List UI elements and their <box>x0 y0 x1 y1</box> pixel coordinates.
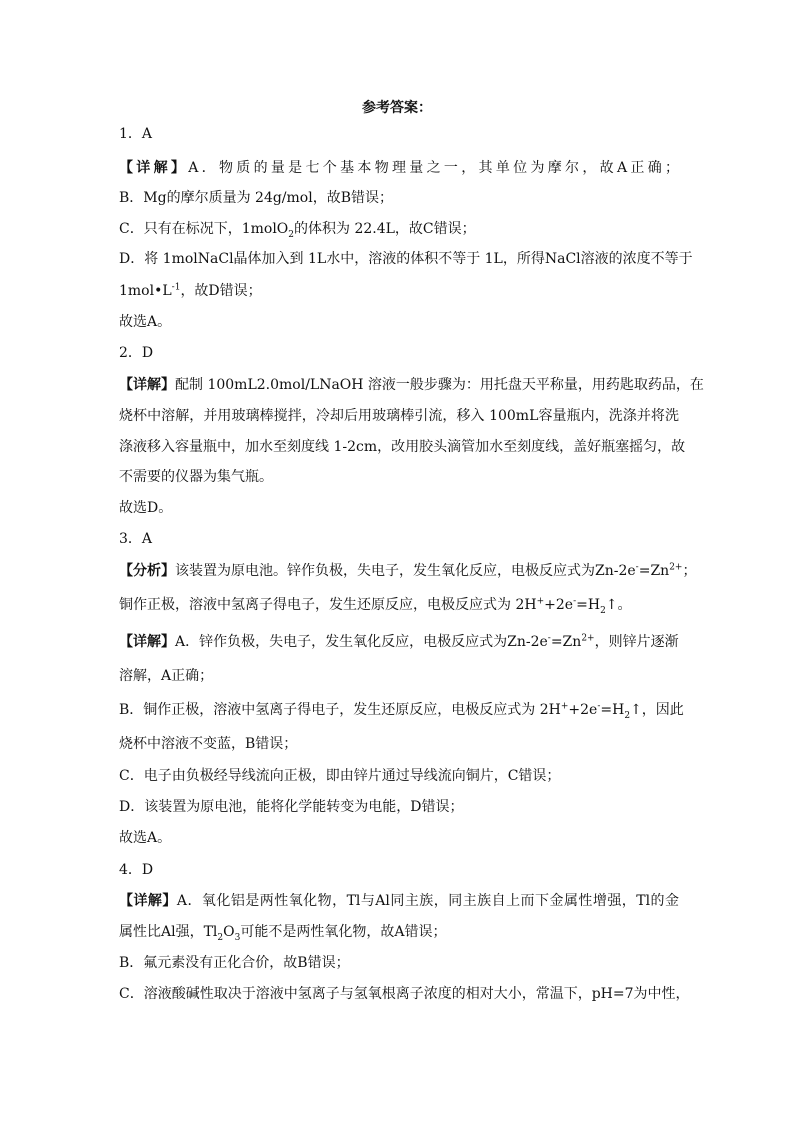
q3-option-c: C．电子由负极经导线流向正极，即由锌片通过导线流向铜片，C错误； <box>119 768 561 784</box>
q1-c-sub: 2 <box>288 229 295 240</box>
q3-B1-sup1: + <box>560 701 569 712</box>
q3-A1-sup1: - <box>547 633 551 644</box>
q3-a1-sup1: - <box>635 562 639 573</box>
q1-conclusion: 故选A。 <box>119 314 172 330</box>
q3-option-a-line1 <box>119 632 679 652</box>
detail-tag: 【详解】 <box>119 377 175 393</box>
q3-B1-pre: B．铜作正极，溶液中氢离子得电子，发生还原反应，电极反应式为 2H <box>119 702 561 718</box>
q4-A2-post: 可能不是两性氧化物，故A错误； <box>240 924 447 940</box>
q3-number: 3．A <box>119 531 153 547</box>
q1-c-pre: C．只有在标况下，1molO <box>119 221 289 237</box>
q2-conclusion: 故选D。 <box>119 500 173 516</box>
q3-A1-post: ，则锌片逐渐 <box>594 634 679 650</box>
q3-a1-pre: 该装置为原电池。锌作负极，失电子，发生氧化反应，电极反应式为Zn-2e <box>175 563 636 579</box>
q3-a2-sup2: - <box>573 596 577 607</box>
q3-a1-post: ； <box>682 563 697 579</box>
q3-conclusion: 故选A。 <box>119 830 172 846</box>
q3-a2-sub: 2 <box>600 605 606 616</box>
q3-a2-pre: 铜作正极，溶液中氢离子得电子，发生还原反应，电极反应式为 2H <box>119 597 537 613</box>
q4-number: 4．D <box>119 862 154 878</box>
q3-a1-mid: =Zn <box>638 563 670 579</box>
q1-option-d-line2 <box>119 281 679 301</box>
detail-tag: 【详解】 <box>119 893 177 909</box>
q4-A2-mid: O <box>223 924 235 940</box>
q4-option-a-line1 <box>119 891 679 911</box>
q1-option-c <box>119 219 679 239</box>
q1-option-a <box>119 158 679 178</box>
q4-A2-sub1: 2 <box>217 932 224 943</box>
q1-d2-sup: -1 <box>171 282 181 293</box>
q4-A1-text: A．氧化铝是两性氧化物，Tl与Al同主族，同主族自上而下金属性增强，Tl的金 <box>176 893 680 909</box>
q2-line2: 烧杯中溶解，并用玻璃棒搅拌，冷却后用玻璃棒引流，移入 100mL容量瓶内，洗涤并将洗 <box>119 408 679 424</box>
q3-option-b-line1 <box>119 700 684 721</box>
q3-option-b-line2: 烧杯中溶液不变蓝，B错误； <box>119 736 298 752</box>
q2-line3: 涤液移入容量瓶中，加水至刻度线 1-2cm，改用胶头滴管加水至刻度线，盖好瓶塞摇匀，故 <box>119 439 686 455</box>
q4-option-b: B．氟元素没有正化合价，故B错误； <box>119 955 350 971</box>
q4-option-a-line2 <box>119 922 679 942</box>
q3-a2-post: ↑。 <box>605 597 632 613</box>
q1-d2-post: ，故D错误； <box>180 283 262 299</box>
q3-a2-mid2: =H <box>576 597 601 613</box>
q1-number: 1．A <box>119 126 153 142</box>
q2-l1-text: 配制 100mL2.0mol/LNaOH 溶液一般步骤为：用托盘天平称量，用药匙取药品，在 <box>175 377 704 393</box>
detail-tag: 【详解】 <box>119 160 189 176</box>
q3-A1-mid: =Zn <box>550 634 582 650</box>
q3-B1-sup2: - <box>597 701 601 712</box>
page-title: 参考答案： <box>362 100 432 116</box>
q3-B1-sub: 2 <box>624 710 631 721</box>
q2-number: 2．D <box>119 345 154 361</box>
q3-A1-sup2: 2+ <box>581 633 595 644</box>
q1-d2-pre: 1mol•L <box>119 283 172 299</box>
q2-line1 <box>119 375 704 395</box>
q3-analysis-line1 <box>119 561 697 581</box>
q2-line4: 不需要的仪器为集气瓶。 <box>119 469 273 485</box>
q3-B1-mid1: +2e <box>568 702 598 718</box>
q3-option-a-line2: 溶解，A正确； <box>119 668 214 684</box>
q4-option-c: C．溶液酸碱性取决于溶液中氢离子与氢氧根离子浓度的相对大小，常温下，pH=7为中性， <box>119 986 690 1002</box>
q3-B1-mid2: =H <box>600 702 625 718</box>
q3-analysis-line2 <box>119 595 679 615</box>
q1-c-post: 的体积为 22.4L，故C错误； <box>294 221 476 237</box>
q1-option-d-line1: D．将 1molNaCl晶体加入到 1L水中，溶液的体积不等于 1L，所得NaCl溶液的浓度不等于 <box>119 251 693 267</box>
q4-A2-pre: 属性比Al强，Tl <box>119 924 218 940</box>
q3-A1-pre: A．锌作负极，失电子，发生氧化反应，电极反应式为Zn-2e <box>175 634 548 650</box>
q3-a2-mid1: +2e <box>544 597 574 613</box>
q3-a1-sup2: 2+ <box>669 562 683 573</box>
analysis-tag: 【分析】 <box>119 563 175 579</box>
q3-a2-sup1: + <box>536 596 545 607</box>
q1-option-b: B．Mg的摩尔质量为 24g/mol，故B错误； <box>119 190 393 206</box>
q3-B1-post: ↑，因此 <box>630 702 684 718</box>
q3-option-d: D．该装置为原电池，能将化学能转变为电能，D错误； <box>119 799 464 815</box>
q1-a-text: A．物质的量是七个基本物理量之一，其单位为摩尔，故A正确； <box>188 160 679 176</box>
detail-tag: 【详解】 <box>119 634 175 650</box>
q4-A2-sub2: 3 <box>234 932 241 943</box>
